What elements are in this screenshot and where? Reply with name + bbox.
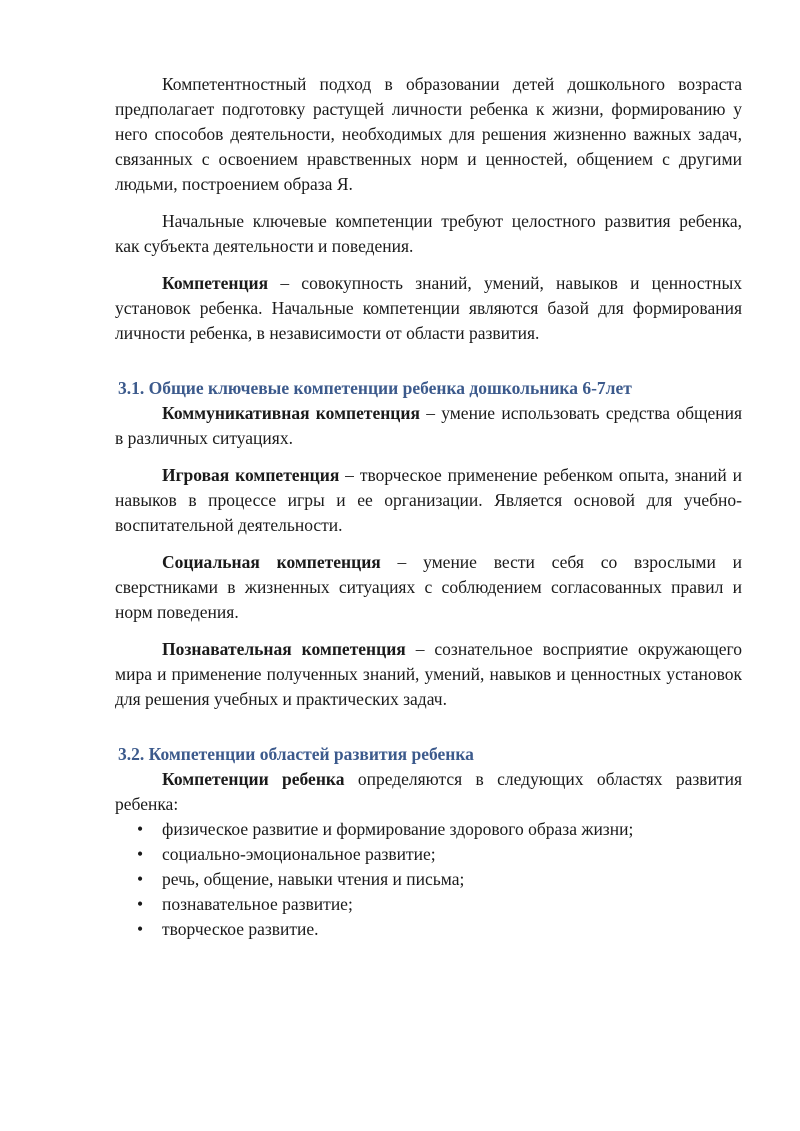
bullet-icon: • [137, 894, 144, 914]
intro-paragraph-3 [115, 271, 742, 346]
bullet-icon: • [137, 819, 144, 839]
bullet-icon: • [137, 919, 144, 939]
competence-definition: – совокупность знаний, умений, навыков и ценностных установок ребенка. Начальные компетенции являются базой для формирования личности ребенка, в независимости от области развития. [115, 273, 742, 343]
list-item-text: физическое развитие и формирование здорового образа жизни; [162, 819, 634, 839]
list-item [115, 817, 742, 842]
competence-term: Компетенция [162, 273, 269, 293]
competence-item [115, 637, 742, 712]
competence-item [115, 463, 742, 538]
list-item-text: социально-эмоциональное развитие; [162, 844, 436, 864]
competence-item-text: – творческое применение ребенком опыта, знаний и навыков в процессе игры и ее организации. Является основой для учебно-воспитательной деятельности. [115, 465, 743, 535]
lead-text: определяются в следующих областях развития ребенка: [115, 769, 742, 814]
competence-item-term: Коммуникативная компетенция [162, 403, 420, 423]
competence-item-text: – умение вести себя со взрослыми и сверстниками в жизненных ситуациях с соблюдением согласованных правил и норм поведения. [115, 552, 742, 622]
section-2-heading: 3.2. Компетенции областей развития ребенка [118, 744, 474, 764]
section-1-heading: 3.1. Общие ключевые компетенции ребенка дошкольника 6-7лет [118, 378, 632, 398]
list-item [115, 842, 742, 867]
competence-item [115, 550, 742, 625]
section-spacer [115, 358, 742, 376]
competence-item-text: – сознательное восприятие окружающего мира и применение полученных знаний, умений, навыков и ценностных установок для решения учебных и практических задач. [115, 639, 742, 709]
lead-term: Компетенции ребенка [162, 769, 345, 789]
competence-item-term: Социальная компетенция [162, 552, 381, 572]
list-item-text: творческое развитие. [162, 919, 319, 939]
list-item-text: познавательное развитие; [162, 894, 353, 914]
document-body [115, 72, 742, 942]
list-item [115, 867, 742, 892]
section-2-lead [115, 767, 742, 817]
list-item [115, 917, 742, 942]
bullet-icon: • [137, 869, 144, 889]
competence-item-term: Познавательная компетенция [162, 639, 406, 659]
competence-item-text: – умение использовать средства общения в различных ситуациях. [115, 403, 742, 448]
competence-item-term: Игровая компетенция [162, 465, 340, 485]
intro-paragraph-2: Начальные ключевые компетенции требуют целостного развития ребенка, как субъекта деятельности и поведения. [115, 211, 742, 256]
intro-paragraph-1: Компетентностный подход в образовании детей дошкольного возраста предполагает подготовку растущей личности ребенка к жизни, формированию у него способов деятельности, необходимых для решения жизненно важных задач, связанных с освоением нравственных норм и ценностей, общением с другими людьми, построением образа Я. [115, 74, 742, 194]
list-item-text: речь, общение, навыки чтения и письма; [162, 869, 465, 889]
bullet-icon: • [137, 844, 144, 864]
section-spacer [115, 724, 742, 742]
development-areas-list [115, 817, 742, 942]
list-item [115, 892, 742, 917]
competence-item [115, 401, 742, 451]
